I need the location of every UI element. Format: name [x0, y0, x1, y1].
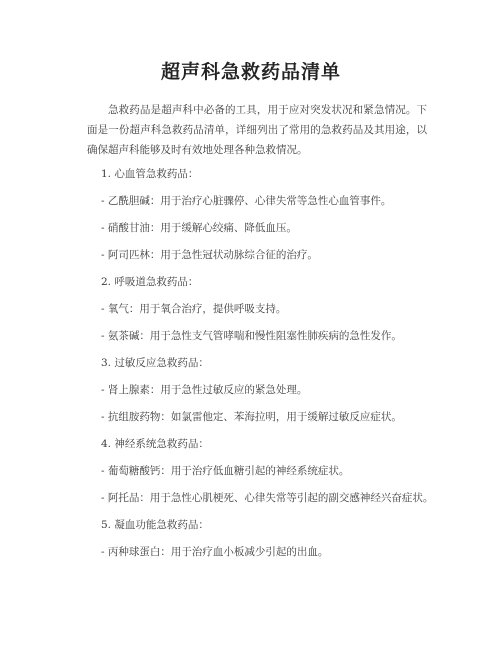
section-heading-respiratory: 2. 呼吸道急救药品： — [101, 276, 199, 288]
list-item: - 抗组胺药物：如氯雷他定、苯海拉明，用于缓解过敏反应症状。 — [101, 411, 402, 423]
list-item: - 肾上腺素：用于急性过敏反应的紧急处理。 — [101, 384, 308, 396]
list-item: - 乙酰胆碱：用于治疗心脏骤停、心律失常等急性心血管事件。 — [101, 195, 392, 207]
list-item: - 硝酸甘油：用于缓解心绞痛、降低血压。 — [101, 222, 297, 234]
list-item: - 氨茶碱：用于急性支气管哮喘和慢性阻塞性肺疾病的急性发作。 — [101, 330, 402, 342]
list-item: - 丙种球蛋白：用于治疗血小板减少引起的出血。 — [101, 546, 329, 558]
intro-paragraph: 急救药品是超声科中必备的工具，用于应对突发状况和紧急情况。下面是一份超声科急救药品清单，详细列出了常用的急救药品及其用途，以确保超声科能够及时有效地处理各种急救情况。 — [87, 104, 427, 156]
list-item: - 葡萄糖酸钙：用于治疗低血糖引起的神经系统症状。 — [101, 465, 350, 477]
section-heading-neurological: 4. 神经系统急救药品： — [101, 438, 209, 450]
section-heading-cardiovascular: 1. 心血管急救药品： — [101, 168, 199, 180]
list-item: - 阿托品：用于急性心肌梗死、心律失常等引起的副交感神经兴奋症状。 — [101, 492, 434, 504]
list-item: - 阿司匹林：用于急性冠状动脉综合征的治疗。 — [101, 249, 318, 261]
list-item: - 氧气：用于氧合治疗，提供呼吸支持。 — [101, 303, 287, 315]
section-heading-coagulation: 5. 凝血功能急救药品： — [101, 519, 209, 531]
document-title: 超声科急救药品清单 — [160, 61, 341, 83]
section-heading-allergy: 3. 过敏反应急救药品： — [101, 357, 209, 369]
